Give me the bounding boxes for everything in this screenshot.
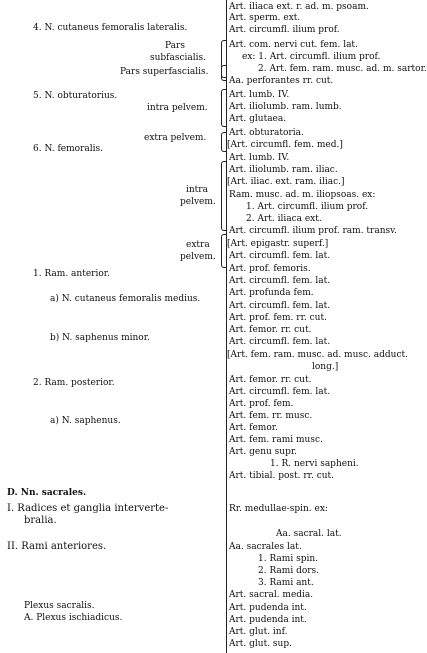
- right-line: Art. glut. inf.: [229, 627, 288, 637]
- right-line: 2. Art. fem. ram. musc. ad. m. sartor.: [258, 64, 427, 74]
- radices-line-1: I. Radices et ganglia interverte-: [7, 503, 169, 514]
- femoralis-intra-label-1: intra: [186, 185, 208, 195]
- right-line: Art. circumfl. fem. lat.: [229, 301, 331, 311]
- right-line: [Art. fem. ram. musc. ad. musc. adduct.: [227, 350, 408, 360]
- right-line: Art. femor. rr. cut.: [229, 325, 312, 335]
- obturatorius-extra-label: extra pelvem.: [144, 133, 207, 143]
- right-line: Art. profunda fem.: [229, 288, 314, 298]
- right-line: Art. circumfl. ilium prof.: [229, 25, 340, 35]
- radices-line-2: bralia.: [24, 515, 57, 526]
- right-line: Art. iliaca ext. r. ad. m. psoam.: [229, 2, 369, 12]
- right-line: Rr. medullae-spin. ex:: [229, 504, 328, 514]
- right-line: Art. sperm. ext.: [229, 13, 301, 23]
- rami-anteriores-heading: II. Rami anteriores.: [7, 541, 107, 552]
- right-line: Art. circumfl. fem. lat.: [229, 276, 331, 286]
- right-line: long.]: [312, 362, 339, 372]
- right-line: [Art. circumfl. fem. med.]: [227, 140, 343, 150]
- right-line: Art. fem. rr. musc.: [229, 411, 313, 421]
- saphenus-minor: b) N. saphenus minor.: [50, 333, 150, 343]
- right-line: Art. com. nervi cut. fem. lat.: [229, 40, 358, 50]
- brace-femoralis-intra: [221, 161, 226, 231]
- right-line: [Art. epigastr. superf.]: [227, 239, 329, 249]
- right-line: 2. Rami dors.: [258, 566, 320, 576]
- brace-obturatorius-intra: [221, 89, 226, 127]
- right-line: 1. Art. circumfl. ilium prof.: [246, 202, 369, 212]
- right-line: Aa. sacral. lat.: [276, 529, 342, 539]
- section-d-heading: D. Nn. sacrales.: [7, 488, 87, 498]
- right-line: Art. prof. fem.: [229, 399, 294, 409]
- right-line: Art. iliolumb. ram. lumb.: [229, 102, 342, 112]
- femoralis-extra-label-1: extra: [186, 240, 210, 250]
- ram-anterior-heading: 1. Ram. anterior.: [33, 269, 110, 279]
- brace-pars-superfascialis: [221, 65, 226, 81]
- right-line: Art. pudenda int.: [229, 615, 307, 625]
- right-line: Art. fem. rami musc.: [229, 435, 323, 445]
- right-line: 3. Rami ant.: [258, 578, 314, 588]
- obturatorius-intra-label: intra pelvem.: [147, 103, 208, 113]
- right-line: Art. glut. sup.: [229, 639, 292, 649]
- right-line: Art. iliolumb. ram. iliac.: [229, 165, 338, 175]
- saphenus: a) N. saphenus.: [50, 416, 121, 426]
- right-line: ex: 1. Art. circumfl. ilium prof.: [242, 52, 381, 62]
- femoralis-extra-label-2: pelvem.: [180, 252, 216, 262]
- section-6-heading: 6. N. femoralis.: [33, 144, 103, 154]
- pars-superfascialis-label: Pars superfascialis.: [120, 67, 209, 77]
- right-line: Art. prof. femoris.: [229, 264, 311, 274]
- right-line: Art. obturatoria.: [229, 128, 304, 138]
- femoralis-intra-label-2: pelvem.: [180, 197, 216, 207]
- brace-femoralis-extra: [221, 234, 226, 268]
- pars-subfascialis-label-2: subfascialis.: [150, 53, 207, 63]
- section-4-heading: 4. N. cutaneus femoralis lateralis.: [33, 23, 188, 33]
- right-line: Art. circumfl. fem. lat.: [229, 337, 331, 347]
- right-line: Aa. perforantes rr. cut.: [229, 76, 334, 86]
- section-5-heading: 5. N. obturatorius.: [33, 91, 118, 101]
- right-line: Art. femor. rr. cut.: [229, 375, 312, 385]
- right-line: Art. lumb. IV.: [229, 90, 290, 100]
- cutaneus-femoralis-medius: a) N. cutaneus femoralis medius.: [50, 294, 201, 304]
- right-line: Art. circumfl. ilium prof. ram. transv.: [229, 226, 397, 236]
- right-line: Art. glutaea.: [229, 114, 287, 124]
- right-line: Aa. sacrales lat.: [229, 542, 302, 552]
- right-line: Art. prof. fem. rr. cut.: [229, 313, 327, 323]
- plexus-ischiadicus: A. Plexus ischiadicus.: [24, 613, 123, 623]
- right-line: Art. pudenda int.: [229, 603, 307, 613]
- right-line: Art. circumfl. fem. lat.: [229, 251, 331, 261]
- right-line: Art. femor.: [229, 423, 278, 433]
- right-line: 1. R. nervi sapheni.: [270, 459, 359, 469]
- right-line: Art. genu supr.: [229, 447, 298, 457]
- brace-obturatorius-extra: [221, 132, 226, 152]
- right-line: 1. Rami spin.: [258, 554, 318, 564]
- column-divider: [226, 0, 227, 653]
- pars-subfascialis-label-1: Pars: [165, 41, 185, 51]
- right-line: Art. lumb. IV.: [229, 153, 290, 163]
- right-line: 2. Art. iliaca ext.: [246, 214, 322, 224]
- ram-posterior-heading: 2. Ram. posterior.: [33, 378, 115, 388]
- right-line: Ram. musc. ad. m. iliopsoas. ex:: [229, 190, 376, 200]
- right-line: Art. tibial. post. rr. cut.: [229, 471, 335, 481]
- right-line: Art. sacral. media.: [229, 590, 314, 600]
- right-line: Art. circumfl. fem. lat.: [229, 387, 331, 397]
- plexus-sacralis: Plexus sacralis.: [24, 601, 95, 611]
- right-line: [Art. iliac. ext. ram. iliac.]: [227, 177, 345, 187]
